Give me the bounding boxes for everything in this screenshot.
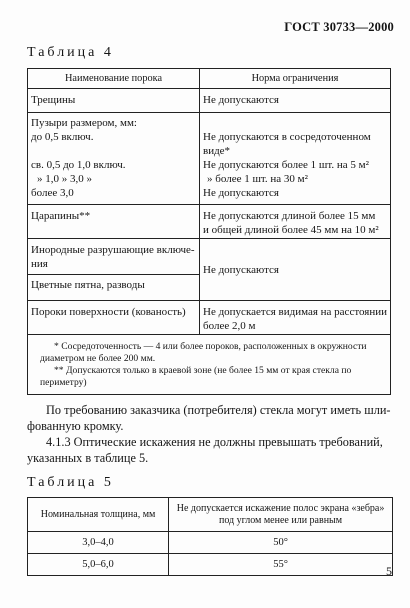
standard-header: ГОСТ 30733—2000 (284, 20, 394, 34)
norm-line: Не допускаются более 1 шт. на 5 м² (203, 159, 369, 171)
defect-surface: Пороки поверхности (кованость) (28, 301, 200, 335)
table-5 (27, 497, 393, 576)
defect-line: св. 0,5 до 1,0 включ. (31, 159, 126, 171)
defect-line: ния (31, 258, 48, 270)
paragraph-line: 4.1.3 Оптические искажения не должны превышать требований, (46, 435, 383, 449)
norm-line: Не допускаются длиной более 15 мм (203, 210, 376, 222)
norm-merged: Не допускаются (200, 239, 391, 301)
column-header-distortion (169, 498, 393, 532)
table4-caption: Таблица 4 (27, 45, 114, 60)
norm-line: Не допускаются (203, 187, 279, 199)
norm-line: и общей длиной более 45 мм на 10 м² (203, 224, 379, 236)
norm-surface (200, 301, 391, 335)
paragraph-line: По требованию заказчика (потребителя) стекла могут иметь шли- (46, 403, 391, 417)
norm-line: более 2,0 м (203, 320, 256, 332)
column-header-thickness: Номинальная толщина, мм (28, 498, 169, 532)
note-line: диаметром не более 200 мм. (40, 353, 156, 364)
defect-cracks: Трещины (28, 89, 200, 113)
header-line: Не допускается искажение полос экрана «зебра» (176, 502, 385, 514)
paragraph-line: указанных в таблице 5. (27, 451, 149, 465)
norm-bubbles (200, 113, 391, 205)
column-header-defect: Наименование порока (28, 69, 200, 89)
note-line: * Сосредоточенность — 4 или более пороков, расположенных в окружности (54, 341, 367, 352)
header-line: под углом менее или равным (218, 514, 343, 526)
defect-scratches: Царапины** (28, 205, 200, 239)
defect-line: » 1,0 » 3,0 » (37, 173, 92, 185)
norm-line: » более 1 шт. на 30 м² (207, 173, 308, 185)
norm-line: Не допускается видимая на расстоянии (203, 306, 387, 318)
norm-line: Не допускаются в сосредоточенном (203, 131, 371, 143)
defect-line: до 0,5 включ. (31, 131, 94, 143)
paragraph-line: фованную кромку. (27, 419, 124, 433)
norm-line: виде* (203, 145, 231, 157)
angle-cell: 50° (169, 532, 393, 554)
defect-line: Пузыри размером, мм: (31, 117, 137, 129)
norm-scratches (200, 205, 391, 239)
defect-bubbles (28, 113, 200, 205)
thickness-cell: 5,0–6,0 (28, 554, 169, 576)
page-number: 5 (386, 564, 392, 578)
thickness-cell: 3,0–4,0 (28, 532, 169, 554)
table4-notes (28, 335, 391, 395)
defect-line: Инородные разрушающие включе- (31, 244, 195, 256)
defect-line: более 3,0 (31, 187, 74, 199)
column-header-norm: Норма ограничения (200, 69, 391, 89)
note-line: ** Допускаются только в краевой зоне (не более 15 мм от края стекла по (54, 365, 352, 376)
defect-inclusions (28, 239, 200, 275)
angle-cell: 55° (169, 554, 393, 576)
note-line: периметру) (40, 377, 87, 388)
table-4 (27, 68, 391, 395)
norm-cracks: Не допускаются (200, 89, 391, 113)
defect-spots: Цветные пятна, разводы (28, 275, 200, 301)
table5-caption: Таблица 5 (27, 475, 114, 490)
